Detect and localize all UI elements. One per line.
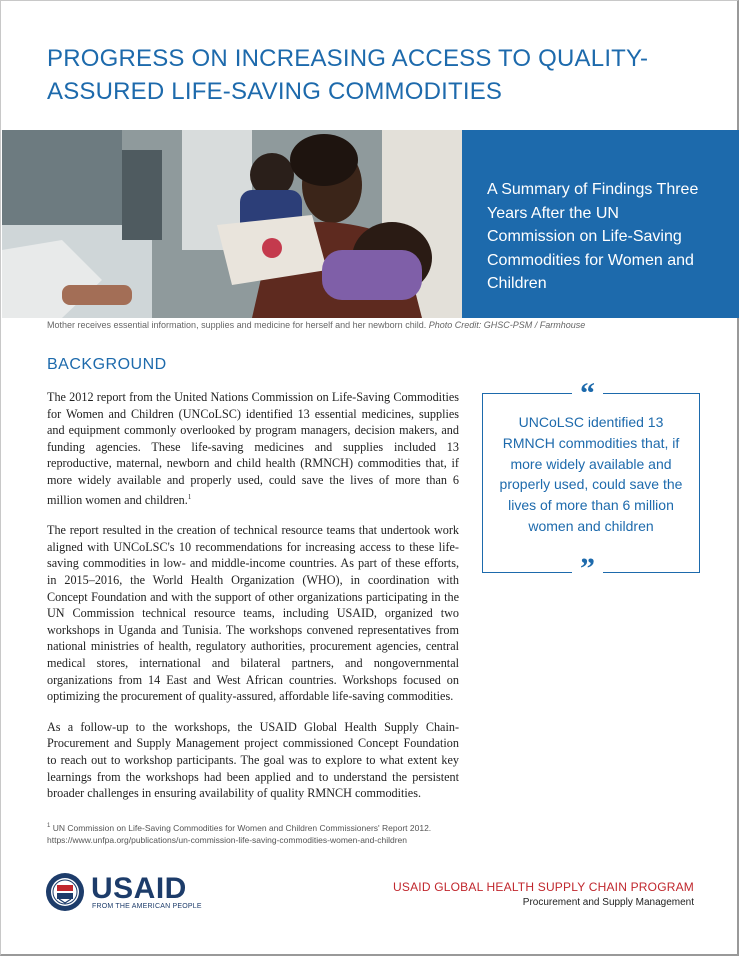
program-name: USAID GLOBAL HEALTH SUPPLY CHAIN PROGRAM: [393, 880, 694, 894]
open-quote-icon: “: [572, 384, 603, 404]
paragraph-3: As a follow-up to the workshops, the USAID Global Health Supply Chain-Procurement and Supply Management project commissioned Concept Foundation to reach out to workshop participants. The goal was to explore to what extent key learnings from the workshops had been applied and to understand the persistent broader challenges in ensuring availability of quality RMNCH commodities.: [47, 719, 459, 801]
hero-photo: [2, 130, 462, 318]
usaid-tagline: FROM THE AMERICAN PEOPLE: [92, 903, 202, 910]
summary-panel: [462, 130, 739, 318]
program-subtitle: Procurement and Supply Management: [522, 897, 694, 908]
mother-child-photo-illustration: [2, 130, 462, 318]
close-quote-icon: ”: [572, 559, 603, 579]
photo-credit: Photo Credit: GHSC-PSM / Farmhouse: [428, 320, 586, 330]
usaid-wordmark: USAID: [91, 872, 187, 905]
footnote-marker: 1: [187, 492, 192, 501]
footnote-number: 1: [47, 823, 51, 829]
usaid-logo: [45, 872, 205, 914]
summary-text: A Summary of Findings Three Years After the UN Commission on Life-Saving Commodities for Women and Children: [487, 181, 699, 292]
program-block: [393, 880, 694, 908]
pull-quote: [482, 377, 700, 585]
caption-text: Mother receives essential information, supplies and medicine for herself and her newborn child.: [47, 320, 427, 330]
usaid-seal-icon: [45, 872, 85, 912]
body-text: [47, 389, 459, 816]
pull-quote-text: UNCoLSC identified 13 RMNCH commodities that, if more widely available and properly used, could save the lives of more than 6 million women and children: [499, 414, 683, 534]
background-heading: BACKGROUND: [47, 356, 167, 373]
paragraph-2: The report resulted in the creation of technical resource teams that undertook work aligned with UNCoLSC's 10 recommendations for increasing access to these life-saving commodities in low- and middle-income countries. As part of these efforts, in 2015–2016, the World Health Organization (WHO), in coordination with Concept Foundation and with the support of other organizations participating in the UN Commission technical resource teams, including USAID, organized two workshops in Uganda and Tunisia. The workshops convened representatives from national ministries of health, regulatory authorities, procurement agencies, central medical stores, international and bilateral partners, and nongovernmental organizations from 14 East and West African countries. Workshops focused on optimizing the procurement of quality-assured, affordable life-saving commodities.: [47, 523, 459, 704]
paragraph-1: The 2012 report from the United Nations Commission on Life-Saving Commodities for Women and Children (UNCoLSC) identified 13 essential medicines, supplies and equipment commonly overlooked by program managers, decision makers, and funding agencies. These life-saving medicines and supplies included 13 reproductive, maternal, newborn and child health (RMNCH) commodities that, if more widely available and properly used, could save the lives of more than 6 million women and children.$^1$: [47, 390, 459, 507]
page-title: PROGRESS ON INCREASING ACCESS TO QUALITY-ASSURED LIFE-SAVING COMMODITIES: [47, 45, 649, 105]
footnote-text: UN Commission on Life-Saving Commodities for Women and Children Commissioners' Report 2012. https://www.unfpa.org/publications/un-commission-life-saving-commodities-women-and-children: [47, 822, 432, 845]
photo-caption: [47, 319, 707, 331]
footnote: [47, 820, 477, 846]
hero-banner: [2, 130, 739, 318]
